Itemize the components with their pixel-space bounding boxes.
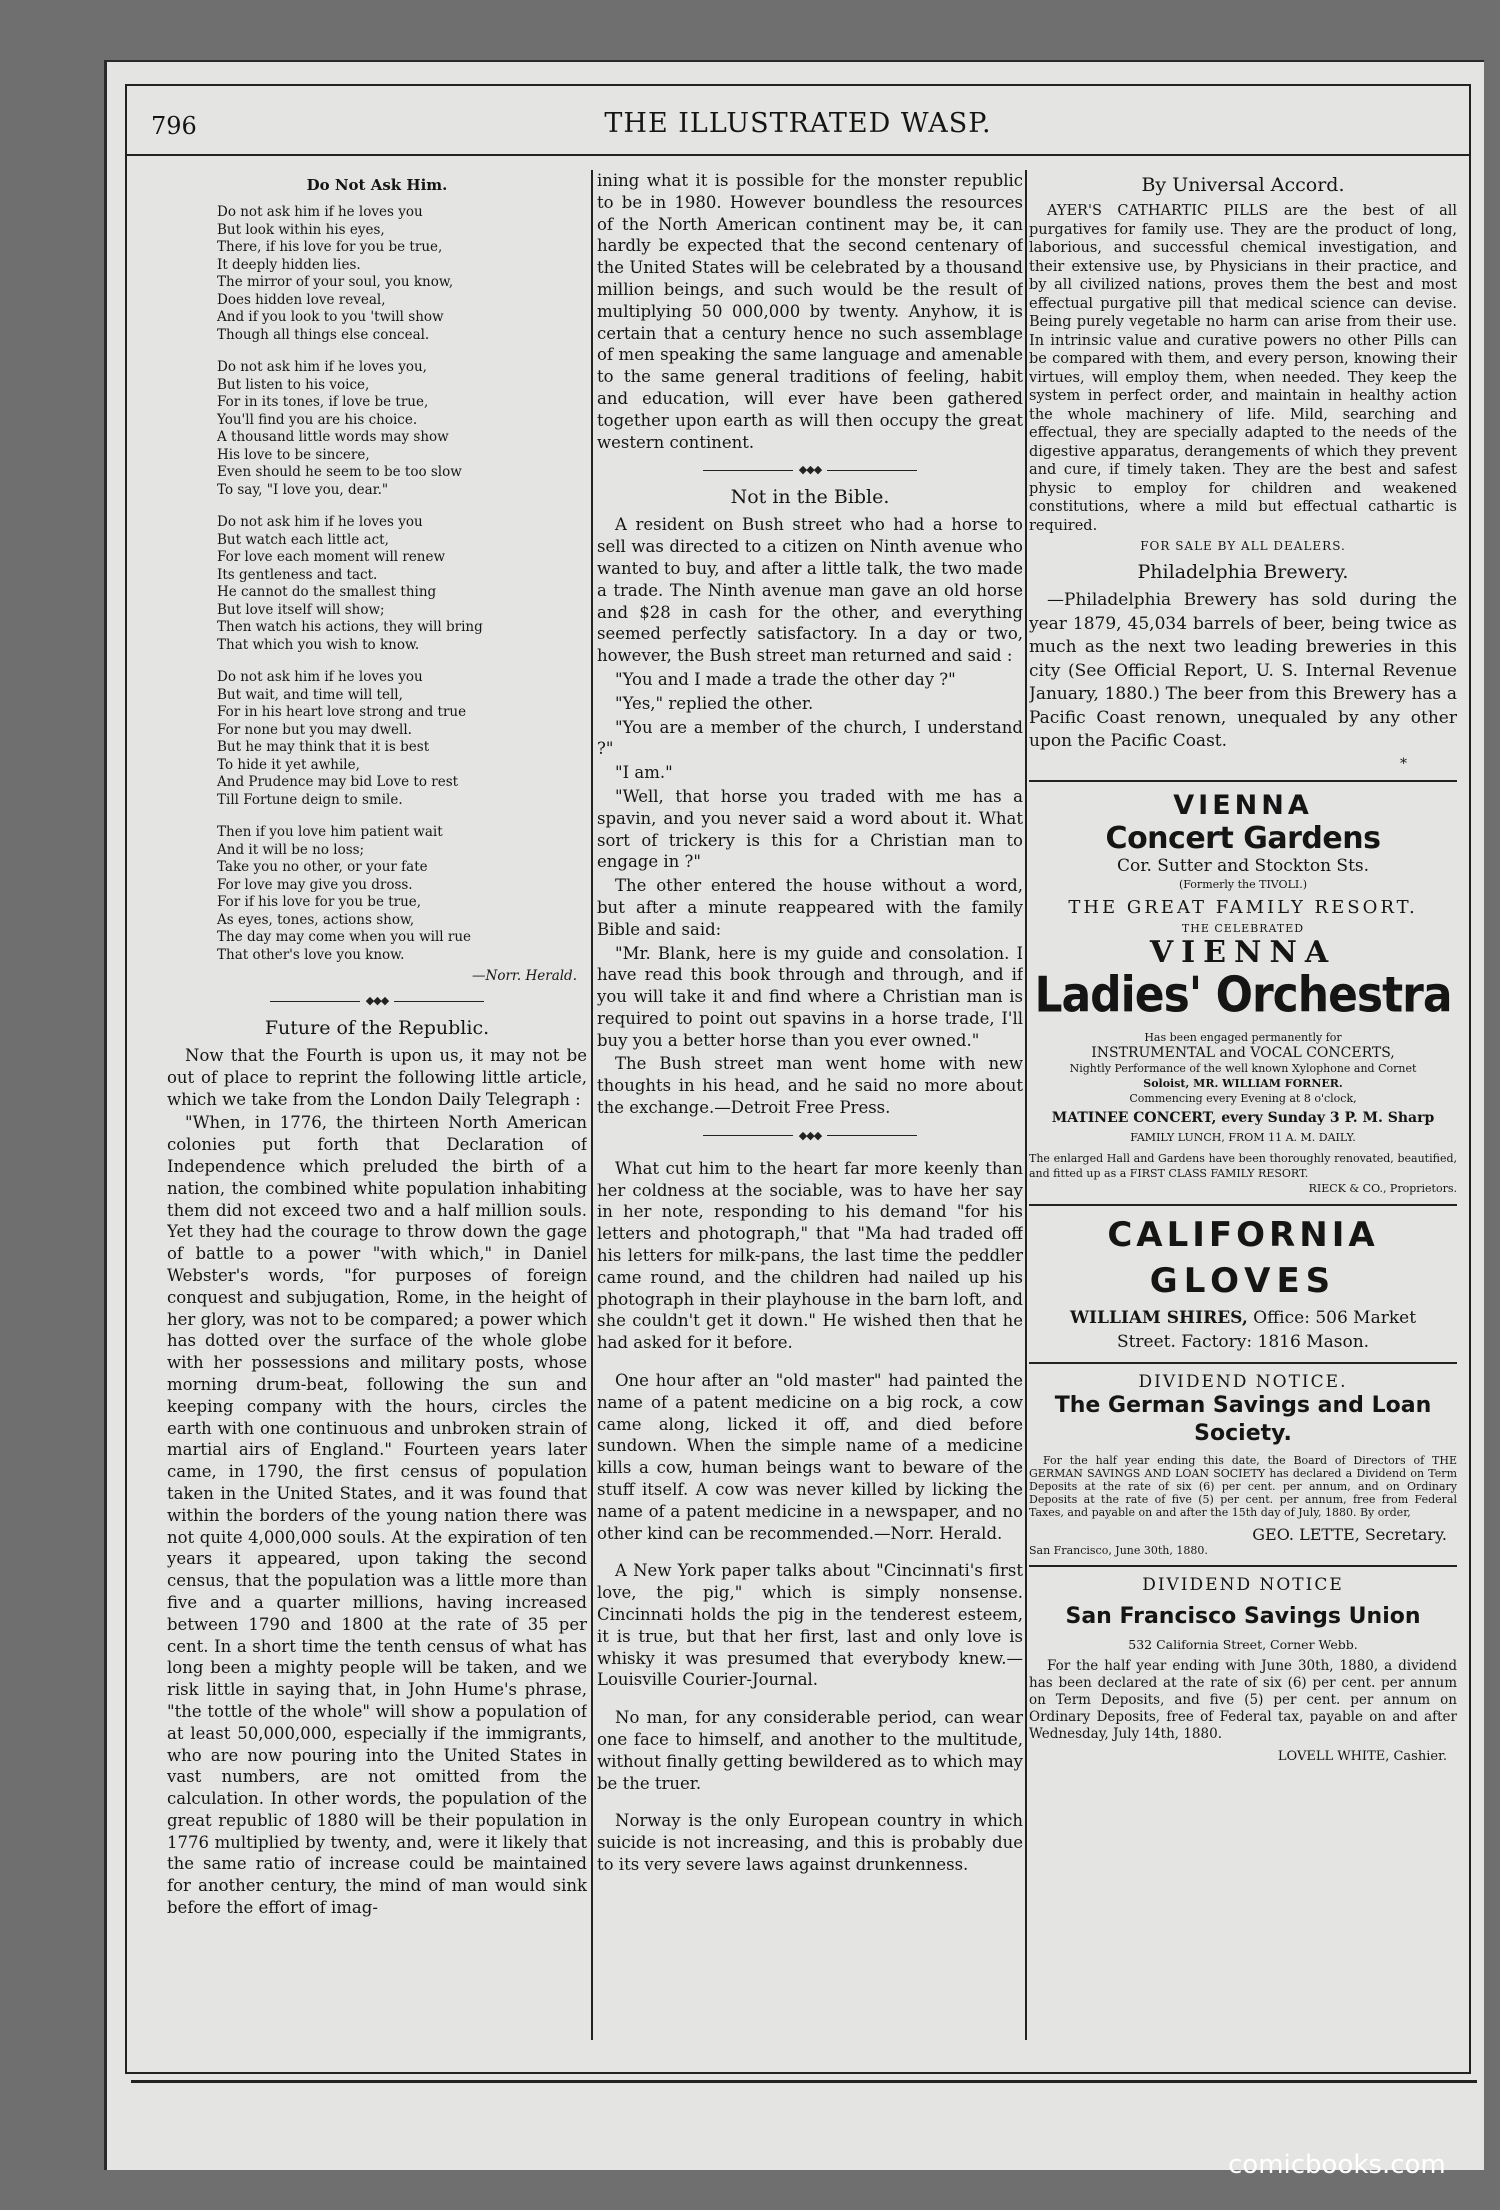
vienna-enlarged: The enlarged Hall and Gardens have been thoroughly renovated, beautified, and fitted up as a FIRST CLASS FAMILY RESORT. — [1029, 1151, 1457, 1180]
vienna-name-2: VIENNA — [1149, 934, 1337, 970]
newspaper-page — [104, 60, 1484, 2170]
ad-text: —Philadelphia Brewery has sold during the year 1879, 45,034 barrels of beer, being twice as much as the next two leading breweries in this city (See Official Report, U. S. Internal Revenue January, 1880.) The beer from this Brewery has a Pacific Coast renown, unequaled by any other upon the Pacific Coast. — [1029, 590, 1457, 751]
column-divider — [1025, 170, 1027, 2040]
vienna-gardens: Concert Gardens — [1105, 820, 1381, 856]
masthead-title: THE ILLUSTRATED WASP. — [604, 108, 992, 139]
ornament-divider: ◆◆◆ — [167, 994, 587, 1007]
vienna-address: Cor. Sutter and Stockton Sts. — [1116, 855, 1370, 876]
ad-sale-line: FOR SALE BY ALL DEALERS. — [1140, 539, 1346, 553]
article-title: Not in the Bible. — [730, 486, 890, 509]
article-paragraph: One hour after an "old master" had painted the name of a patent medicine on a big rock, a cow came along, licked it off, and died before sundown. When the simple name of a medicine kills a cow, human beings want to beware of the stuff itself. A cow was never killed by licking the name of a patent medicine in a newspaper, and no other kind can be recommended.—Norr. Herald. — [597, 1371, 1023, 1543]
poem — [167, 204, 587, 964]
article-paragraph: A New York paper talks about "Cincinnati's first love, the pig," which is simply nonsense. Cincinnati holds the pig in the tenderest esteem, it is true, but that her first, last and only love is whisky it was presumed that everybody knew.—Louisville Courier-Journal. — [597, 1561, 1023, 1690]
dividend-notice: DIVIDEND NOTICE — [1142, 1574, 1344, 1595]
column-2 — [597, 170, 1023, 2040]
ad-rule — [1029, 1362, 1457, 1364]
gloves-line-1 — [1029, 1306, 1457, 1330]
vienna-concerts: INSTRUMENTAL and VOCAL CONCERTS, — [1091, 1044, 1395, 1061]
ad-title: Philadelphia Brewery. — [1137, 561, 1349, 583]
bank-name: San Francisco Savings Union — [1065, 1603, 1421, 1629]
column-1 — [167, 170, 587, 2040]
vienna-matinee: MATINEE CONCERT, every Sunday 3 P. M. Sharp — [1051, 1109, 1435, 1126]
vienna-soloist: Soloist, MR. WILLIAM FORNER. — [1143, 1076, 1343, 1090]
gloves-office: Office: 506 Market — [1253, 1307, 1417, 1328]
vienna-resort: THE GREAT FAMILY RESORT. — [1068, 896, 1418, 918]
ad-rule — [1029, 1565, 1457, 1567]
ad-rule — [1029, 1204, 1457, 1206]
gloves-california: CALIFORNIA — [1107, 1214, 1379, 1255]
vienna-orchestra: Ladies' Orchestra — [1034, 966, 1452, 1024]
ornament-divider: ◆◆◆ — [597, 1129, 1023, 1142]
article-paragraph: "Well, that horse you traded with me has a spavin, and you never said a word about it. What sort of trickery is this for a Christian man to engage in ?" — [597, 786, 1023, 872]
poem-title: Do Not Ask Him. — [306, 176, 448, 194]
dividend-signature: GEO. LETTE, Secretary. — [1252, 1524, 1447, 1544]
article-paragraph: "When, in 1776, the thirteen North American colonies put forth that Declaration of Independence which preluded the birth of a nation, the combined white population inhabiting them did not exceed two and a half million souls. Yet they had the courage to throw down the gage of battle to a power "with which," in Daniel Webster's words, "for purposes of foreign conquest and subjugation, Rome, in the height of her glory, was not to be compared; a power which has dotted over the surface of the whole globe with her possessions and military posts, whose morning drum-beat, following the sun and keeping company with the hours, circles the earth with one continuous and unbroken strain of martial airs of England." Fourteen years later came, in 1790, the first census of population taken in the United States, and it was found that within the borders of the young nation there was not quite 4,000,000 souls. At the expiration of ten years it appeared, upon taking the second census, that the population was a little more than five and a quarter millions, having increased between 1790 and 1800 at the rate of 35 per cent. In a short time the tenth census of what has long been a mighty people will be taken, and we risk little in saying that, in John Hume's phrase, "the tottle of the whole" will show a population of at least 50,000,000, especially if the immigrants, who are now pouring into the United States in vast numbers, are not omitted from the calculation. In other words, the population of the great republic of 1880 will be their population in 1776 multiplied by twenty, and, were it likely that the same ratio of increase could be maintained for another century, the mind of man would sink before the effort of imag- — [167, 1113, 587, 1918]
page-number: 796 — [151, 112, 197, 140]
page-header — [125, 102, 1471, 152]
header-rule — [125, 154, 1471, 156]
poem-source: —Norr. Herald. — [472, 968, 577, 984]
gloves-ad — [1029, 1214, 1457, 1354]
poem-stanza: Do not ask him if he loves you But wait, and time will tell, For in his heart love strong and true For none but you may dwell. But he may think that it is best To hide it yet awhile, And Prudence may bid Love to rest Till Fortune deign to smile. — [217, 669, 467, 808]
ad-title: By Universal Accord. — [1141, 174, 1345, 196]
gloves-line-2: Street. Factory: 1816 Mason. — [1116, 1331, 1370, 1352]
dividend-date: San Francisco, June 30th, 1880. — [1029, 1543, 1208, 1557]
vienna-lunch: FAMILY LUNCH, FROM 11 A. M. DAILY. — [1130, 1130, 1356, 1144]
column-3 — [1029, 170, 1457, 2040]
poem-stanza: Do not ask him if he loves you But look within his eyes, There, if his love for you be true, It deeply hidden lies. The mirror of your soul, you know, Does hidden love reveal, And if you look to you 'twill show Though all things else conceal. — [217, 204, 454, 343]
article-paragraph: A resident on Bush street who had a horse to sell was directed to a citizen on Ninth avenue who wanted to buy, and after a little talk, the two made a trade. The Ninth avenue man gave an old horse and $28 in cash for the other, and everything seemed perfectly satisfactory. In a day or two, however, the Bush street man returned and said : — [597, 515, 1023, 666]
site-watermark: comicbooks.com — [1228, 2150, 1446, 2180]
article-paragraph: "I am." — [615, 763, 673, 783]
article-title: Future of the Republic. — [264, 1017, 490, 1039]
german-savings-ad — [1029, 1372, 1457, 1557]
article-paragraph: The Bush street man went home with new thoughts in his head, and he said no more about the exchange.—Detroit Free Press. — [597, 1054, 1023, 1118]
vienna-formerly: (Formerly the TIVOLI.) — [1178, 877, 1308, 891]
gloves-title: GLOVES — [1149, 1260, 1337, 1301]
article-paragraph: The other entered the house without a word, but after a minute reappeared with the family Bible and said: — [597, 876, 1023, 939]
ornament-divider: ◆◆◆ — [597, 463, 1023, 476]
article-paragraph: What cut him to the heart far more keenly than her coldness at the sociable, was to have her say in her note, responding to his demand "for his letters and photograph," that "Ma had traded off his letters for milk-pans, the last time the peddler came round, and the children had nailed up his photograph in their playhouse in the barn loft, and she couldn't get it down." He wished then that he had asked for it before. — [597, 1158, 1023, 1353]
sf-savings-ad — [1029, 1575, 1457, 1764]
bank-name: The German Savings and Loan Society. — [1054, 1392, 1432, 1446]
ad-rule — [1029, 780, 1457, 782]
article-paragraph: ining what it is possible for the monster republic to be in 1980. However boundless the resources of the North American continent may be, it can hardly be expected that the second centenary of the United States will be celebrated by a thousand million beings, and such would be the result of multiplying 50 000,000 by twenty. Anyhow, it is certain that a century hence no such assemblage of men speaking the same language and amenable to the same general traditions of feeling, habit and education, will ever have been gathered together upon earth as will then occupy the great western continent. — [597, 171, 1023, 452]
poem-stanza: Then if you love him patient wait And it will be no loss; Take you no other, or your fate For love may give you dross. For if his love for you be true, As eyes, tones, actions show, The day may come when you will rue That other's love you know. — [217, 824, 472, 963]
vienna-nightly: Nightly Performance of the well known Xylophone and Cornet — [1069, 1061, 1417, 1075]
vienna-commencing: Commencing every Evening at 8 o'clock, — [1129, 1091, 1357, 1105]
dividend-text: For the half year ending with June 30th, 1880, a dividend has been declared at the rate of six (6) per cent. per annum on Term Deposits, and five (5) per cent. per annum on Ordinary Deposits, free of Federal tax, payable on and after Wednesday, July 14th, 1880. — [1029, 1657, 1457, 1742]
column-divider — [591, 170, 593, 2040]
dividend-notice: DIVIDEND NOTICE. — [1138, 1371, 1348, 1392]
vienna-celebrated: THE CELEBRATED — [1181, 921, 1305, 935]
gloves-shires-name: WILLIAM SHIRES, — [1069, 1307, 1248, 1328]
dividend-text: For the half year ending this date, the Board of Directors of THE GERMAN SAVINGS AND LOAN SOCIETY has declared a Dividend on Term Deposits at the rate of six (6) per cent. per annum, and on Ordinary Deposits at the rate of five (5) per cent. per annum, free from Federal Taxes, and payable on and after the 15th day of July, 1880. By order, — [1029, 1453, 1457, 1519]
poem-stanza: Do not ask him if he loves you But watch each little act, For love each moment will renew Its gentleness and tact. He cannot do the smallest thing But love itself will show; Then watch his actions, they will bring That which you wish to know. — [217, 514, 483, 653]
vienna-engaged: Has been engaged permanently for — [1144, 1030, 1342, 1044]
vienna-name: VIENNA — [1173, 789, 1313, 821]
article-paragraph: Now that the Fourth is upon us, it may not be out of place to reprint the following little article, which we take from the London Daily Telegraph : — [167, 1046, 587, 1109]
poem-stanza: Do not ask him if he loves you, But listen to his voice, For in its tones, if love be true, You'll find you are his choice. A thousand little words may show His love to be sincere, Even should he seem to be too slow To say, "I love you, dear." — [217, 359, 462, 498]
dividend-signature: LOVELL WHITE, Cashier. — [1277, 1748, 1447, 1764]
article-paragraph: "Mr. Blank, here is my guide and consolation. I have read this book through and through, and if you will take it and find where a Christian man is required to point out spavins in a horse trade, I'll buy you a better horse than you ever owned." — [597, 943, 1023, 1050]
vienna-ad — [1029, 790, 1457, 1196]
ad-text: AYER'S CATHARTIC PILLS are the best of all purgatives for family use. They are the product of long, laborious, and successful chemical investigation, and their extensive use, by Physicians in their practice, and by all civilized nations, proves them the best and most effectual purgative pill that medical science can devise. Being purely vegetable no harm can arise from their use. In intrinsic value and curative powers no other Pills can be compared with them, and every person, knowing their virtues, will employ them, when needed. They keep the system in perfect order, and maintain in healthy action the whole machinery of life. Mild, searching and effectual, they are specially adapted to the needs of the digestive apparatus, derangements of which they prevent and cure, if timely taken. They are the best and safest physic to employ for children and weakened constitutions, where a mild but effectual cathartic is required. — [1029, 203, 1457, 534]
article-paragraph: Norway is the only European country in which suicide is not increasing, and this is probably due to its very severe laws against drunkenness. — [597, 1811, 1023, 1874]
bank-address: 532 California Street, Corner Webb. — [1128, 1636, 1358, 1652]
ad-star: * — [1400, 755, 1407, 772]
vienna-proprietors: RIECK & CO., Proprietors. — [1308, 1181, 1457, 1195]
article-paragraph: "You are a member of the church, I understand ?" — [597, 717, 1023, 759]
article-paragraph: No man, for any considerable period, can wear one face to himself, and another to the multitude, without finally getting bewildered as to which may be the truer. — [597, 1708, 1023, 1793]
article-paragraph: "You and I made a trade the other day ?" — [615, 669, 956, 689]
footer-rule — [131, 2080, 1477, 2083]
article-paragraph: "Yes," replied the other. — [615, 693, 814, 713]
